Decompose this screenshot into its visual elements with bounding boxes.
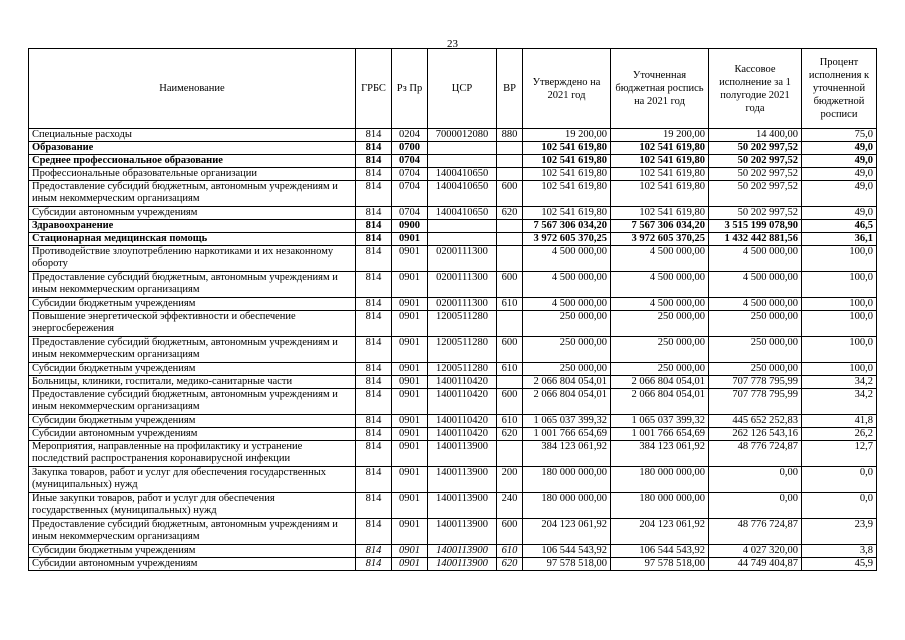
cell-cash: 14 400,00: [709, 129, 802, 142]
table-row: [29, 363, 877, 376]
cell-rzpr: 0901: [392, 519, 428, 545]
cell-cash: 44 749 404,87: [709, 558, 802, 571]
cell-rzpr: 0704: [392, 168, 428, 181]
cell-refined: 384 123 061,92: [611, 441, 709, 467]
cell-cash: 0,00: [709, 493, 802, 519]
cell-csr: 1400110420: [428, 415, 497, 428]
cell-name: Больницы, клиники, госпитали, медико-санитарные части: [29, 376, 356, 389]
cell-name: Предоставление субсидий бюджетным, автономным учреждениям и иным некоммерческим организациям: [29, 337, 356, 363]
cell-refined: 204 123 061,92: [611, 519, 709, 545]
cell-csr: [428, 155, 497, 168]
cell-percent: 0,0: [802, 493, 877, 519]
cell-approved: 2 066 804 054,01: [523, 389, 611, 415]
cell-refined: 250 000,00: [611, 363, 709, 376]
table-row: [29, 168, 877, 181]
cell-refined: 250 000,00: [611, 337, 709, 363]
cell-rzpr: 0901: [392, 558, 428, 571]
cell-rzpr: 0901: [392, 415, 428, 428]
cell-approved: 180 000 000,00: [523, 493, 611, 519]
cell-refined: 180 000 000,00: [611, 493, 709, 519]
cell-name: Повышение энергетической эффективности и обеспечение энергосбережения: [29, 311, 356, 337]
cell-cash: 50 202 997,52: [709, 207, 802, 220]
cell-approved: 102 541 619,80: [523, 181, 611, 207]
cell-cash: 707 778 795,99: [709, 376, 802, 389]
table-row: [29, 233, 877, 246]
cell-rzpr: 0901: [392, 337, 428, 363]
cell-name: Субсидии автономным учреждениям: [29, 428, 356, 441]
cell-grbs: 814: [356, 428, 392, 441]
cell-approved: 1 001 766 654,69: [523, 428, 611, 441]
cell-csr: 1400113900: [428, 545, 497, 558]
cell-percent: 34,2: [802, 389, 877, 415]
cell-refined: 102 541 619,80: [611, 155, 709, 168]
cell-approved: 102 541 619,80: [523, 207, 611, 220]
cell-vr: 600: [497, 272, 523, 298]
cell-rzpr: 0901: [392, 467, 428, 493]
cell-cash: 250 000,00: [709, 363, 802, 376]
cell-csr: [428, 233, 497, 246]
budget-table: [28, 48, 877, 571]
cell-rzpr: 0204: [392, 129, 428, 142]
cell-name: Субсидии бюджетным учреждениям: [29, 545, 356, 558]
cell-vr: 610: [497, 415, 523, 428]
cell-percent: 49,0: [802, 155, 877, 168]
cell-percent: 100,0: [802, 363, 877, 376]
cell-approved: 384 123 061,92: [523, 441, 611, 467]
cell-percent: 34,2: [802, 376, 877, 389]
cell-cash: 445 652 252,83: [709, 415, 802, 428]
cell-grbs: 814: [356, 337, 392, 363]
table-row: [29, 558, 877, 571]
cell-refined: 1 001 766 654,69: [611, 428, 709, 441]
cell-vr: [497, 441, 523, 467]
cell-refined: 97 578 518,00: [611, 558, 709, 571]
cell-csr: 1400410650: [428, 207, 497, 220]
cell-cash: 4 500 000,00: [709, 246, 802, 272]
cell-refined: 3 972 605 370,25: [611, 233, 709, 246]
cell-percent: 100,0: [802, 337, 877, 363]
cell-name: Предоставление субсидий бюджетным, автономным учреждениям и иным некоммерческим организациям: [29, 181, 356, 207]
cell-approved: 2 066 804 054,01: [523, 376, 611, 389]
cell-percent: 100,0: [802, 272, 877, 298]
table-row: [29, 467, 877, 493]
cell-vr: [497, 311, 523, 337]
cell-cash: 262 126 543,16: [709, 428, 802, 441]
cell-csr: [428, 220, 497, 233]
cell-percent: 49,0: [802, 142, 877, 155]
cell-csr: 7000012080: [428, 129, 497, 142]
cell-approved: 4 500 000,00: [523, 298, 611, 311]
cell-cash: 48 776 724,87: [709, 441, 802, 467]
cell-refined: 19 200,00: [611, 129, 709, 142]
cell-grbs: 814: [356, 155, 392, 168]
cell-grbs: 814: [356, 298, 392, 311]
cell-vr: 610: [497, 298, 523, 311]
cell-refined: 4 500 000,00: [611, 298, 709, 311]
cell-refined: 4 500 000,00: [611, 272, 709, 298]
cell-grbs: 814: [356, 558, 392, 571]
cell-approved: 250 000,00: [523, 337, 611, 363]
cell-refined: 1 065 037 399,32: [611, 415, 709, 428]
cell-percent: 3,8: [802, 545, 877, 558]
cell-percent: 41,8: [802, 415, 877, 428]
cell-vr: 620: [497, 558, 523, 571]
cell-percent: 100,0: [802, 298, 877, 311]
cell-rzpr: 0704: [392, 207, 428, 220]
cell-rzpr: 0901: [392, 493, 428, 519]
table-row: [29, 181, 877, 207]
table-row: [29, 389, 877, 415]
cell-vr: 620: [497, 207, 523, 220]
cell-csr: 1400410650: [428, 181, 497, 207]
cell-approved: 102 541 619,80: [523, 155, 611, 168]
cell-percent: 100,0: [802, 246, 877, 272]
cell-grbs: 814: [356, 376, 392, 389]
cell-name: Здравоохранение: [29, 220, 356, 233]
cell-refined: 7 567 306 034,20: [611, 220, 709, 233]
cell-cash: 1 432 442 881,56: [709, 233, 802, 246]
cell-vr: 600: [497, 389, 523, 415]
col-header-approved: Утверждено на 2021 год: [523, 49, 611, 129]
cell-grbs: 814: [356, 220, 392, 233]
col-header-refined: Уточненная бюджетная роспись на 2021 год: [611, 49, 709, 129]
cell-approved: 102 541 619,80: [523, 142, 611, 155]
cell-grbs: 814: [356, 545, 392, 558]
cell-csr: 1200511280: [428, 311, 497, 337]
cell-name: Профессиональные образовательные организации: [29, 168, 356, 181]
cell-grbs: 814: [356, 233, 392, 246]
cell-name: Закупка товаров, работ и услуг для обеспечения государственных (муниципальных) нужд: [29, 467, 356, 493]
cell-percent: 100,0: [802, 311, 877, 337]
cell-rzpr: 0704: [392, 181, 428, 207]
cell-name: Мероприятия, направленные на профилактику и устранение последствий распространения коронавирусной инфекции: [29, 441, 356, 467]
header-row: [29, 49, 877, 129]
table-row: [29, 207, 877, 220]
cell-grbs: 814: [356, 519, 392, 545]
cell-csr: 1400113900: [428, 519, 497, 545]
table-row: [29, 519, 877, 545]
cell-rzpr: 0901: [392, 298, 428, 311]
cell-percent: 23,9: [802, 519, 877, 545]
cell-csr: 1400113900: [428, 467, 497, 493]
table-row: [29, 415, 877, 428]
cell-percent: 49,0: [802, 181, 877, 207]
page-number: 23: [447, 38, 458, 50]
cell-cash: 707 778 795,99: [709, 389, 802, 415]
cell-cash: 250 000,00: [709, 311, 802, 337]
cell-grbs: 814: [356, 168, 392, 181]
cell-csr: 0200111300: [428, 298, 497, 311]
cell-rzpr: 0901: [392, 389, 428, 415]
cell-csr: 0200111300: [428, 272, 497, 298]
cell-grbs: 814: [356, 207, 392, 220]
cell-grbs: 814: [356, 272, 392, 298]
cell-csr: 1400110420: [428, 428, 497, 441]
cell-name: Предоставление субсидий бюджетным, автономным учреждениям и иным некоммерческим организациям: [29, 389, 356, 415]
cell-cash: 250 000,00: [709, 337, 802, 363]
cell-rzpr: 0700: [392, 142, 428, 155]
cell-refined: 102 541 619,80: [611, 142, 709, 155]
cell-approved: 250 000,00: [523, 311, 611, 337]
cell-rzpr: 0900: [392, 220, 428, 233]
cell-vr: [497, 220, 523, 233]
cell-name: Стационарная медицинская помощь: [29, 233, 356, 246]
table-row: [29, 220, 877, 233]
cell-rzpr: 0901: [392, 428, 428, 441]
cell-csr: 1400110420: [428, 376, 497, 389]
cell-approved: 4 500 000,00: [523, 246, 611, 272]
cell-grbs: 814: [356, 181, 392, 207]
cell-name: Субсидии бюджетным учреждениям: [29, 298, 356, 311]
table-row: [29, 272, 877, 298]
cell-refined: 102 541 619,80: [611, 168, 709, 181]
col-header-name: Наименование: [29, 49, 356, 129]
cell-cash: 4 027 320,00: [709, 545, 802, 558]
cell-refined: 102 541 619,80: [611, 181, 709, 207]
cell-approved: 3 972 605 370,25: [523, 233, 611, 246]
cell-vr: 610: [497, 545, 523, 558]
cell-approved: 4 500 000,00: [523, 272, 611, 298]
table-row: [29, 337, 877, 363]
cell-percent: 49,0: [802, 168, 877, 181]
cell-rzpr: 0901: [392, 545, 428, 558]
col-header-grbs: ГРБС: [356, 49, 392, 129]
cell-grbs: 814: [356, 415, 392, 428]
cell-rzpr: 0901: [392, 246, 428, 272]
cell-rzpr: 0901: [392, 311, 428, 337]
cell-vr: 600: [497, 337, 523, 363]
cell-vr: 200: [497, 467, 523, 493]
table-row: [29, 493, 877, 519]
cell-grbs: 814: [356, 389, 392, 415]
col-header-vr: ВР: [497, 49, 523, 129]
cell-cash: 4 500 000,00: [709, 272, 802, 298]
cell-vr: 600: [497, 519, 523, 545]
cell-name: Противодействие злоупотреблению наркотиками и их незаконному обороту: [29, 246, 356, 272]
cell-grbs: 814: [356, 467, 392, 493]
cell-cash: 50 202 997,52: [709, 168, 802, 181]
cell-name: Субсидии бюджетным учреждениям: [29, 415, 356, 428]
cell-csr: 0200111300: [428, 246, 497, 272]
cell-csr: 1400110420: [428, 389, 497, 415]
cell-cash: 0,00: [709, 467, 802, 493]
cell-approved: 97 578 518,00: [523, 558, 611, 571]
cell-grbs: 814: [356, 441, 392, 467]
cell-approved: 7 567 306 034,20: [523, 220, 611, 233]
cell-rzpr: 0901: [392, 272, 428, 298]
cell-percent: 0,0: [802, 467, 877, 493]
table-row: [29, 428, 877, 441]
cell-grbs: 814: [356, 493, 392, 519]
cell-percent: 36,1: [802, 233, 877, 246]
cell-rzpr: 0901: [392, 441, 428, 467]
cell-refined: 106 544 543,92: [611, 545, 709, 558]
cell-cash: 50 202 997,52: [709, 181, 802, 207]
cell-rzpr: 0901: [392, 376, 428, 389]
cell-grbs: 814: [356, 142, 392, 155]
cell-csr: [428, 142, 497, 155]
cell-name: Субсидии бюджетным учреждениям: [29, 363, 356, 376]
cell-cash: 50 202 997,52: [709, 142, 802, 155]
cell-name: Образование: [29, 142, 356, 155]
col-header-csr: ЦСР: [428, 49, 497, 129]
cell-vr: [497, 155, 523, 168]
cell-rzpr: 0901: [392, 363, 428, 376]
cell-csr: 1400113900: [428, 441, 497, 467]
col-header-cash: Кассовое исполнение за 1 полугодие 2021 года: [709, 49, 802, 129]
cell-name: Среднее профессиональное образование: [29, 155, 356, 168]
cell-refined: 2 066 804 054,01: [611, 389, 709, 415]
cell-vr: 620: [497, 428, 523, 441]
cell-cash: 3 515 199 078,90: [709, 220, 802, 233]
cell-name: Субсидии автономным учреждениям: [29, 207, 356, 220]
cell-vr: [497, 233, 523, 246]
cell-name: Специальные расходы: [29, 129, 356, 142]
cell-percent: 26,2: [802, 428, 877, 441]
cell-approved: 180 000 000,00: [523, 467, 611, 493]
col-header-percent: Процент исполнения к уточненной бюджетной росписи: [802, 49, 877, 129]
cell-percent: 49,0: [802, 207, 877, 220]
cell-percent: 75,0: [802, 129, 877, 142]
cell-percent: 12,7: [802, 441, 877, 467]
table-row: [29, 246, 877, 272]
cell-name: Иные закупки товаров, работ и услуг для обеспечения государственных (муниципальных) нужд: [29, 493, 356, 519]
table-row: [29, 545, 877, 558]
cell-approved: 102 541 619,80: [523, 168, 611, 181]
cell-rzpr: 0704: [392, 155, 428, 168]
cell-csr: 1200511280: [428, 363, 497, 376]
cell-approved: 19 200,00: [523, 129, 611, 142]
cell-grbs: 814: [356, 129, 392, 142]
cell-refined: 2 066 804 054,01: [611, 376, 709, 389]
cell-refined: 102 541 619,80: [611, 207, 709, 220]
cell-approved: 250 000,00: [523, 363, 611, 376]
cell-vr: 600: [497, 181, 523, 207]
cell-cash: 50 202 997,52: [709, 155, 802, 168]
cell-refined: 250 000,00: [611, 311, 709, 337]
table-row: [29, 298, 877, 311]
cell-approved: 204 123 061,92: [523, 519, 611, 545]
cell-grbs: 814: [356, 311, 392, 337]
table-row: [29, 129, 877, 142]
col-header-rzpr: Рз Пр: [392, 49, 428, 129]
cell-csr: 1400113900: [428, 493, 497, 519]
cell-rzpr: 0901: [392, 233, 428, 246]
cell-cash: 4 500 000,00: [709, 298, 802, 311]
cell-grbs: 814: [356, 246, 392, 272]
cell-csr: 1200511280: [428, 337, 497, 363]
cell-cash: 48 776 724,87: [709, 519, 802, 545]
cell-vr: [497, 246, 523, 272]
cell-percent: 46,5: [802, 220, 877, 233]
table-row: [29, 441, 877, 467]
cell-vr: 240: [497, 493, 523, 519]
cell-vr: 610: [497, 363, 523, 376]
cell-approved: 106 544 543,92: [523, 545, 611, 558]
cell-name: Предоставление субсидий бюджетным, автономным учреждениям и иным некоммерческим организациям: [29, 519, 356, 545]
table-row: [29, 155, 877, 168]
cell-csr: 1400410650: [428, 168, 497, 181]
cell-grbs: 814: [356, 363, 392, 376]
cell-csr: 1400113900: [428, 558, 497, 571]
cell-refined: 4 500 000,00: [611, 246, 709, 272]
cell-vr: [497, 142, 523, 155]
cell-approved: 1 065 037 399,32: [523, 415, 611, 428]
cell-vr: [497, 168, 523, 181]
cell-vr: 880: [497, 129, 523, 142]
table-row: [29, 311, 877, 337]
table-row: [29, 376, 877, 389]
cell-name: Предоставление субсидий бюджетным, автономным учреждениям и иным некоммерческим организациям: [29, 272, 356, 298]
cell-refined: 180 000 000,00: [611, 467, 709, 493]
table-row: [29, 142, 877, 155]
cell-vr: [497, 376, 523, 389]
cell-name: Субсидии автономным учреждениям: [29, 558, 356, 571]
cell-percent: 45,9: [802, 558, 877, 571]
